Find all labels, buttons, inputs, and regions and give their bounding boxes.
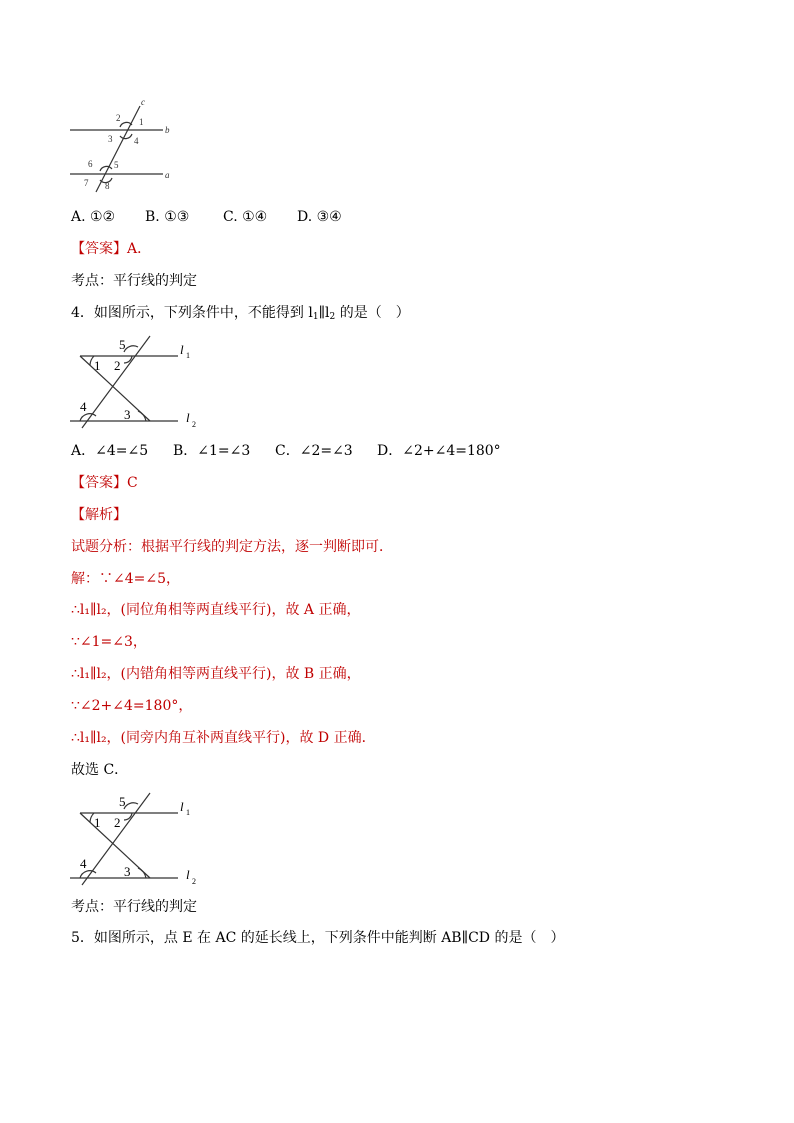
figure-l1-l2-question xyxy=(68,332,208,432)
answer-text: A． xyxy=(127,241,152,257)
q5-question: 5．如图所示，点 E 在 AC 的延长线上，下列条件中能判断 AB∥CD 的是（ ） xyxy=(71,930,565,946)
line-label-l1: l xyxy=(180,799,184,814)
angle-label-5: 5 xyxy=(119,337,126,352)
q3-options xyxy=(71,208,342,226)
angle-label-1: 1 xyxy=(94,358,101,373)
q4-topic xyxy=(71,898,197,916)
q4-sub-1: 1 xyxy=(312,312,319,322)
line-label-l2-sub: 2 xyxy=(192,877,196,886)
q4-option-b: B．∠1=∠3 xyxy=(173,443,251,459)
angle-label-2: 2 xyxy=(114,815,121,830)
q3-option-a: A. ①② xyxy=(71,209,116,225)
angle-label-6: 6 xyxy=(88,159,93,169)
q4-question xyxy=(71,304,410,326)
line-label-l2-sub: 2 xyxy=(192,420,196,429)
line-label-l2: l xyxy=(186,867,190,882)
solution-line: ∴l₁∥l₂，(同位角相等两直线平行)，故 A 正确， xyxy=(71,602,361,618)
solution-line: ∴l₁∥l₂，(内错角相等两直线平行)，故 B 正确， xyxy=(71,666,361,682)
label-a: a xyxy=(165,170,170,180)
topic-label: 考点： xyxy=(71,899,113,915)
topic-label: 考点： xyxy=(71,273,113,289)
figure-parallel-lines-abc xyxy=(68,94,188,194)
angle-label-3: 3 xyxy=(124,864,131,879)
q4-question-text: 4．如图所示，下列条件中，不能得到 l xyxy=(71,305,313,321)
q4-parallel: ∥l xyxy=(318,305,330,321)
q4-question-end: 的是（ ） xyxy=(335,305,410,321)
q3-answer xyxy=(71,240,151,258)
angle-label-3: 3 xyxy=(124,407,131,422)
q4-answer xyxy=(71,474,138,492)
q4-analysis-tag: 【解析】 xyxy=(71,507,127,523)
angle-label-4: 4 xyxy=(134,136,139,146)
line-label-l1-sub: 1 xyxy=(186,351,190,360)
q4-choose: 故选 C． xyxy=(71,762,129,778)
answer-tag: 【答案】 xyxy=(71,475,127,491)
q4-option-a: A．∠4=∠5 xyxy=(71,443,149,459)
q4-options xyxy=(71,442,501,460)
angle-label-5: 5 xyxy=(114,160,119,170)
line-label-l1: l xyxy=(180,342,184,357)
angle-label-1: 1 xyxy=(94,815,101,830)
angle-label-8: 8 xyxy=(105,181,110,191)
angle-label-4: 4 xyxy=(80,399,87,414)
angle-label-3: 3 xyxy=(108,134,113,144)
q3-option-c: C. ①④ xyxy=(223,209,268,225)
angle-label-7: 7 xyxy=(84,178,89,188)
q4-option-c: C．∠2=∠3 xyxy=(275,443,353,459)
q4-analysis-intro: 试题分析：根据平行线的判定方法，逐一判断即可． xyxy=(71,539,393,555)
q3-option-d: D. ③④ xyxy=(297,209,342,225)
solution-line: 解：∵∠4=∠5， xyxy=(71,571,181,587)
angle-label-2: 2 xyxy=(114,358,121,373)
q4-sub-2: 2 xyxy=(329,312,336,322)
label-c: c xyxy=(141,97,145,107)
angle-label-2: 2 xyxy=(116,113,121,123)
line-label-l2: l xyxy=(186,410,190,425)
angle-label-5: 5 xyxy=(119,794,126,809)
solution-line: ∴l₁∥l₂，(同旁内角互补两直线平行)，故 D 正确． xyxy=(71,730,376,746)
line-label-l1-sub: 1 xyxy=(186,808,190,817)
angle-label-4: 4 xyxy=(80,856,87,871)
solution-line: ∵∠1=∠3， xyxy=(71,634,147,650)
label-b: b xyxy=(165,125,170,135)
answer-text: C xyxy=(127,475,138,491)
topic-text: 平行线的判定 xyxy=(113,273,197,289)
angle-label-1: 1 xyxy=(139,117,144,127)
q3-topic xyxy=(71,272,197,290)
figure-l1-l2-solution xyxy=(68,789,208,889)
solution-line: ∵∠2+∠4=180°， xyxy=(71,698,193,714)
q4-option-d: D．∠2+∠4=180° xyxy=(377,443,501,459)
q3-option-b: B. ①③ xyxy=(145,209,190,225)
answer-tag: 【答案】 xyxy=(71,241,127,257)
topic-text: 平行线的判定 xyxy=(113,899,197,915)
